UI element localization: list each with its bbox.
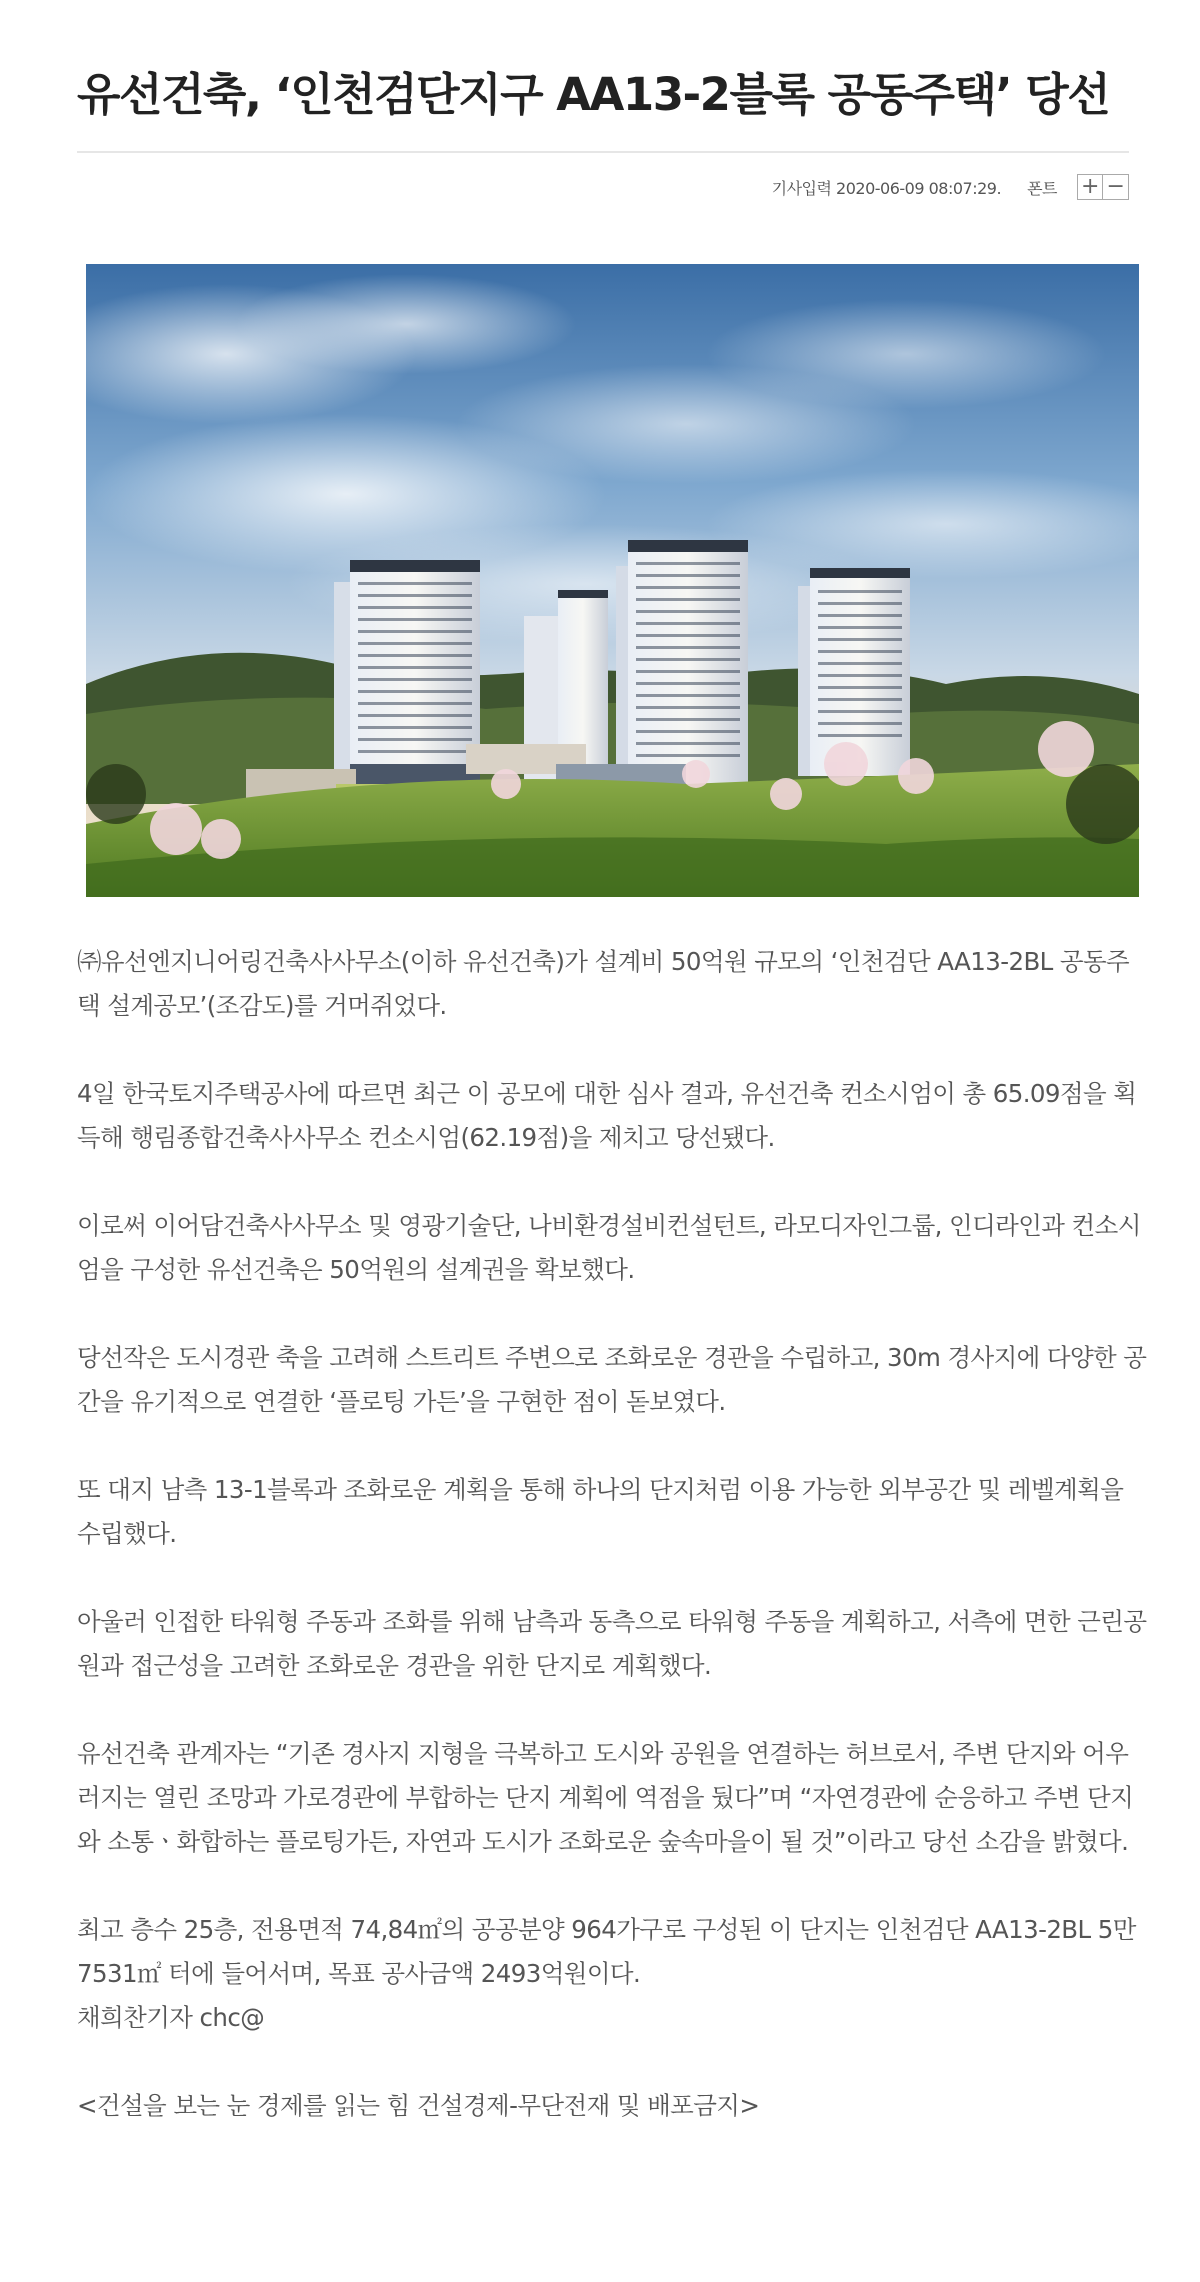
- apartment-rendering-illustration: [86, 264, 1139, 897]
- title-divider: [77, 151, 1129, 153]
- article-paragraph: 아울러 인접한 타워형 주동과 조화를 위해 남측과 동측으로 타워형 주동을 계획하고, 서측에 면한 근린공원과 접근성을 고려한 조화로운 경관을 위한 단지로 계획했다.: [77, 1607, 1147, 1680]
- article-paragraph: 또 대지 남측 13-1블록과 조화로운 계획을 통해 하나의 단지처럼 이용 가능한 외부공간 및 레벨계획을 수립했다.: [77, 1475, 1124, 1548]
- article-date: 기사입력 2020-06-09 08:07:29.: [771, 178, 1002, 198]
- font-size-label: 폰트: [1027, 178, 1057, 198]
- reporter-byline: 채희찬기자 chc@: [77, 2003, 265, 2032]
- article-title: 유선건축, ‘인천검단지구 AA13-2블록 공동주택’ 당선: [77, 68, 1110, 121]
- font-increase-button[interactable]: +: [1077, 174, 1103, 200]
- font-decrease-button[interactable]: −: [1103, 174, 1129, 200]
- copyright-notice: <건설을 보는 눈 경제를 읽는 힘 건설경제-무단전재 및 배포금지>: [77, 2091, 760, 2120]
- article-paragraph: ㈜유선엔지니어링건축사사무소(이하 유선건축)가 설계비 50억원 규모의 ‘인천검단 AA13-2BL 공동주택 설계공모’(조감도)를 거머쥐었다.: [77, 947, 1130, 1020]
- article-paragraph: 4일 한국토지주택공사에 따르면 최근 이 공모에 대한 심사 결과, 유선건축 컨소시엄이 총 65.09점을 획득해 행림종합건축사사무소 컨소시엄(62.19점)을 제치고 당선됐다.: [77, 1079, 1137, 1152]
- article-meta: [772, 172, 1129, 202]
- article-body: [77, 940, 1147, 2172]
- article-paragraph: 최고 층수 25층, 전용면적 74,84㎡의 공공분양 964가구로 구성된 이 단지는 인천검단 AA13-2BL 5만7531㎡ 터에 들어서며, 목표 공사금액 2493억원이다.: [77, 1915, 1136, 1988]
- article-hero-image: [86, 264, 1139, 897]
- article-paragraph: 이로써 이어담건축사사무소 및 영광기술단, 나비환경설비컨설턴트, 라모디자인그룹, 인디라인과 컨소시엄을 구성한 유선건축은 50억원의 설계권을 확보했다.: [77, 1211, 1141, 1284]
- article-paragraph: 당선작은 도시경관 축을 고려해 스트리트 주변으로 조화로운 경관을 수립하고, 30m 경사지에 다양한 공간을 유기적으로 연결한 ‘플로팅 가든’을 구현한 점이 돋보였다.: [77, 1343, 1147, 1416]
- article-paragraph: 유선건축 관계자는 “기존 경사지 지형을 극복하고 도시와 공원을 연결하는 허브로서, 주변 단지와 어우러지는 열린 조망과 가로경관에 부합하는 단지 계획에 역점을 뒀다”며 “자연경관에 순응하고 주변 단지와 소통ㆍ화합하는 플로팅가든, 자연과 도시가 조화로운 숲속마을이 될 것”이라고 당선 소감을 밝혔다.: [77, 1739, 1134, 1856]
